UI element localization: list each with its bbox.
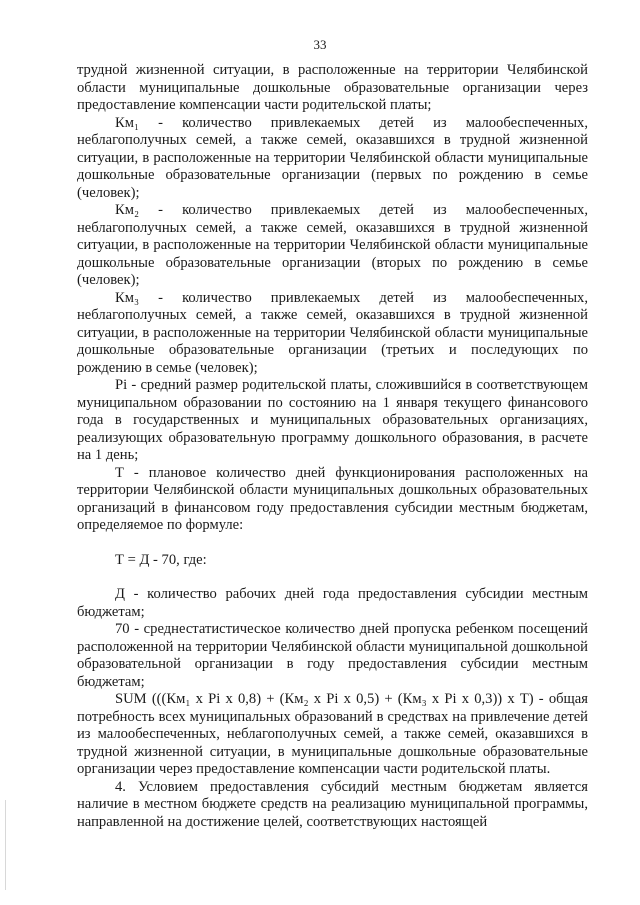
paragraph: Т - плановое количество дней функционирования расположенных на территории Челябинской области муниципальных дошкольных образовательных организаций в финансовом году предоставления субсидии местным бюджетам, определяемое по формуле:	[77, 464, 588, 533]
paragraph: Pi - средний размер родительской платы, сложившийся в соответствующем муниципальном образовании по состоянию на 1 января текущего финансового года в государственных и муниципальных образовательных организациях, реализующих образовательную программу дошкольного образования, в расчете на 1 день;	[77, 377, 588, 463]
paragraph: Км₁ - количество привлекаемых детей из малообеспеченных, неблагополучных семей, а также семей, оказавшихся в трудной жизненной ситуации, в расположенные на территории Челябинской области муниципальные дошкольные образовательные организации (первых по рождению в семье (человек);	[77, 114, 588, 201]
paragraph: трудной жизненной ситуации, в расположенные на территории Челябинской области муниципальные дошкольные образовательные организации через предоставление компенсации части родительской платы;	[77, 62, 588, 113]
document-body	[77, 62, 588, 831]
page-number: 33	[313, 37, 327, 52]
scan-edge-mark	[5, 800, 6, 890]
paragraph: Д - количество рабочих дней года предоставления субсидии местным бюджетам;	[77, 586, 588, 620]
formula: Т = Д - 70, где:	[115, 551, 207, 568]
paragraph: Км₂ - количество привлекаемых детей из малообеспеченных, неблагополучных семей, а также семей, оказавшихся в трудной жизненной ситуации, в расположенные на территории Челябинской области муниципальные дошкольные образовательные организации (вторых по рождению в семье (человек);	[77, 202, 588, 288]
paragraph: 70 - среднестатистическое количество дней пропуска ребенком посещений расположенной на территории Челябинской области муниципальной дошкольной образовательной организации в году предоставления субсидии местным бюджетам;	[77, 621, 588, 690]
paragraph: 4. Условием предоставления субсидий местным бюджетам является наличие в местном бюджете средств на реализацию муниципальной программы, направленной на достижение целей, соответствующих настоящей	[77, 778, 588, 830]
paragraph: SUM (((Км₁ x Pi x 0,8) + (Км₂ x Pi x 0,5) + (Км₃ x Pi x 0,3)) x Т) - общая потребность всех муниципальных образований в средствах на привлечение детей из малообеспеченных, неблагополучных семей, а также семей, оказавшихся в трудной жизненной ситуации, в муниципальные дошкольные образовательные организации через предоставление компенсации части родительской платы.	[77, 691, 588, 777]
paragraph: Км₃ - количество привлекаемых детей из малообеспеченных, неблагополучных семей, а также семей, оказавшихся в трудной жизненной ситуации, в расположенные на территории Челябинской области муниципальные дошкольные образовательные организации (третьих и последующих по рождению в семье (человек);	[77, 289, 588, 376]
